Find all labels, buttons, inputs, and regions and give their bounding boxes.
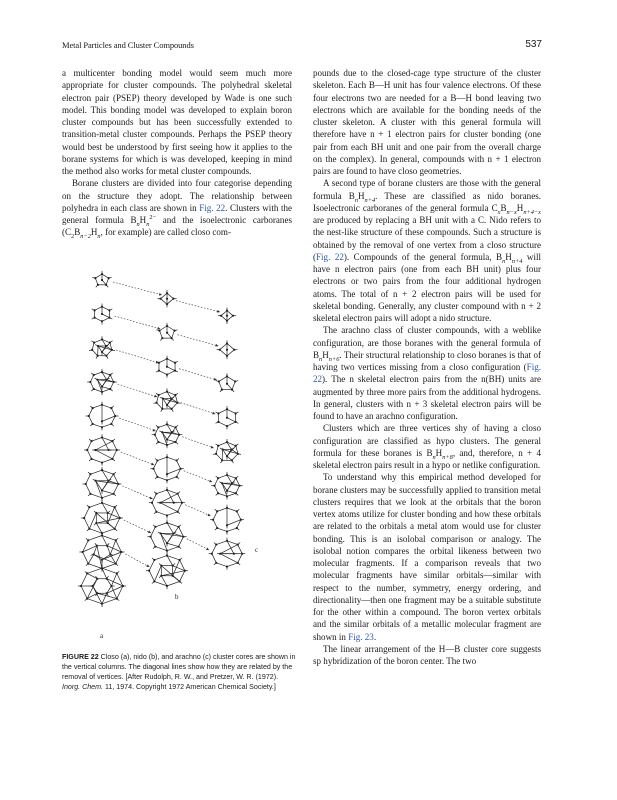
closo-to-nido-arrow (113, 282, 162, 295)
fig-23-link[interactable]: Fig. 23 (348, 631, 374, 642)
arachno-cluster (217, 340, 238, 359)
nido-cluster (149, 487, 185, 519)
nido-cluster (156, 323, 177, 341)
nido-cluster (156, 356, 178, 378)
closo-to-nido-arrow (122, 486, 152, 499)
right-paragraph-3: The arachno class of cluster compounds, with a weblike configuration, are those boranes with the general formula of $B_nH_{n+6}$. Their structural relationship to closo boranes is that of having two vertices missing from a closo configuration (Fig. 22). The n skeletal electron pairs from the n(BH) units are augmented by three more pairs from the additional hydrogens. In general, clusters with n + 3 skeletal electron pairs will be found to have an arachno configuration. (313, 325, 541, 421)
right-paragraph-5: To understand why this empirical method developed for borane clusters may be successfully applied to transition metal clusters requires that we look at the orbitals that the boron vertex atoms utilize for cluster bonding and how these orbitals are related to the orbitals a metal atom would use for cluster bonding. This is an isolobal comparison or analogy. The isolobal notion compares the orbital likeness between two molecular fragments. If a comparison reveals that two molecular fragments have similar orbitals—similar with respect to the number, symmetry, energy ordering, and directionality—then one fragment may be a suitable substitute for the other within a compound. The boron vertex orbitals and the similar orbitals of a metallic molecular fragment are shown in Fig. 23. (313, 472, 541, 642)
right-paragraph-1: pounds due to the closed-cage type structure of the cluster skeleton. Each B—H unit has four valence electrons. Of these four electrons two are needed for a B—H bond leaving two electrons which are available for the bonding needs of the cluster skeleton. A cluster with this general formula will therefore have n + 1 electron pairs for cluster bonding (one pair from each BH unit and one pair from the overall charge on the complex). In general, compounds with n + 1 electron pairs are found to have closo geometries. (313, 68, 541, 176)
closo-to-nido-arrow (121, 452, 155, 465)
page-number: 537 (525, 39, 542, 50)
arachno-cluster (216, 373, 238, 392)
nido-cluster (157, 290, 176, 307)
nido-cluster (150, 454, 184, 483)
closo-cluster (81, 500, 123, 537)
nido-to-arachno-arrow (178, 335, 219, 346)
closo-to-nido-arrow (124, 520, 151, 533)
figure-22 (62, 262, 294, 644)
right-paragraph-6: The linear arrangement of the H—B cluster core suggests sp hybridization of the boron center. The two (313, 643, 541, 666)
arachno-cluster (213, 439, 241, 463)
cluster-diagram (62, 262, 294, 644)
nido-to-arachno-arrow-head (209, 480, 212, 483)
nido-cluster (146, 552, 188, 589)
closo-to-nido-arrow-head (146, 564, 149, 567)
nido-to-arachno-arrow (181, 403, 216, 414)
arachno-cluster (210, 505, 244, 535)
nido-to-arachno-arrow-head (212, 412, 215, 415)
closo-to-nido-arrow-head (148, 531, 151, 534)
nido-to-arachno-arrow-head (217, 310, 220, 313)
closo-cluster (92, 304, 113, 325)
closo-cluster (87, 369, 117, 395)
column-label-b: b (175, 593, 179, 601)
closo-to-nido-arrow-head (157, 327, 160, 330)
nido-to-arachno-arrow (176, 301, 220, 312)
right-paragraph-2: A second type of borane clusters are those with the general formula $B_nH_{n+4}$. These are classified as nido boranes. Isoelectronic carboranes of the general formula $C_xB_{n-x}H_{n+4-x}$ are produced by replacing a BH unit with a C. Nido refers to the nest-like structure of these compounds. Such a structure is obtained by the removal of one vertex from a closo structure (Fig. 22). Compounds of the general formula, $B_nH_{n+4}$ will have n electron pairs (one from each BH unit) plus four electrons or two pairs from the four additional hydrogen atoms. The total of n + 2 electron pairs will be used for skeletal bonding. Generally, any cluster compound with n + 2 skeletal electron pairs will adopt a nido structure. (313, 178, 541, 323)
closo-cluster (92, 271, 111, 287)
left-column (62, 67, 292, 239)
nido-to-arachno-arrow-head (206, 547, 209, 550)
fig-22-link[interactable]: Fig. 22 (316, 251, 344, 262)
arachno-cluster (218, 307, 236, 324)
caption-label: FIGURE 22 (62, 653, 99, 661)
nido-to-arachno-arrow-head (208, 514, 211, 517)
closo-cluster (84, 434, 120, 465)
right-column (313, 67, 541, 667)
nido-cluster (147, 520, 186, 554)
closo-cluster (89, 336, 115, 358)
closo-to-nido-arrow-head (154, 395, 157, 398)
column-label-a: a (100, 632, 104, 640)
arachno-cluster (211, 472, 242, 500)
running-head: Metal Particles and Cluster Compounds (62, 40, 194, 50)
closo-to-nido-arrow (115, 316, 161, 329)
left-paragraph-1: a multicenter bonding model would seem much more appropriate for cluster compounds. The polyhedral skeletal electron pair (PSEP) theory developed by Wade is one such model. This bonding model was developed to explain boron cluster compounds but has been successfully extended to transition-metal cluster compounds. Perhaps the PSEP theory would best be understood by first seeing how it applies to the borane systems for which is was developed, keeping in mind the method also works for metal cluster compounds. (62, 68, 292, 176)
nido-cluster (152, 421, 183, 448)
closo-to-nido-arrow (125, 554, 149, 567)
arachno-cluster (216, 406, 239, 429)
closo-to-nido-arrow-head (153, 429, 156, 432)
nido-to-arachno-arrow (182, 437, 214, 448)
figure-caption: FIGURE 22 Closo (a), nido (b), and arachno (c) cluster cores are shown in the vertical columns. The diagonal lines show how they are related by the removal of vertices. [After Rudolph, R. W., and Pretzer, W. R. (1972). Inorg. Chem. 11, 1974. Copyright 1972 American Chemical Society.] (62, 653, 296, 691)
closo-cluster (86, 402, 119, 431)
closo-to-nido-arrow (118, 384, 158, 397)
closo-to-nido-arrow (116, 350, 159, 363)
right-paragraph-4: Clusters which are three vertices shy of having a closo configuration are classified as hypo clusters. The general formula for these boranes is $B_nH_{n+8}$, and, therefore, n + 4 skeletal electron pairs result in a hypo or netlike configuration. (313, 423, 541, 470)
nido-to-arachno-arrow (185, 505, 210, 516)
nido-to-arachno-arrow (184, 471, 213, 482)
nido-to-arachno-arrow (187, 539, 209, 550)
nido-to-arachno-arrow (179, 369, 217, 380)
fig-22-link[interactable]: Fig. 22 (313, 362, 541, 385)
left-paragraph-2: Borane clusters are divided into four categorise depending on the structure they adopt. The relationship between polyhedra in each class are shown in Fig. 22. Clusters with the general formula $B_nH_n^{2-}$ and the isoelectronic carboranes ($C_2B_{n-2}H_n$, for example) are called closo com- (62, 178, 292, 241)
closo-cluster (83, 467, 122, 501)
nido-to-arachno-arrow-head (211, 446, 214, 449)
page-header (62, 40, 542, 54)
arachno-cluster (209, 538, 246, 570)
nido-cluster (153, 388, 180, 411)
column-label-c: c (255, 546, 259, 554)
closo-to-nido-arrow-head (159, 293, 162, 296)
fig-22-link[interactable]: Fig. 22 (199, 202, 226, 213)
closo-to-nido-arrow (119, 418, 156, 431)
journal-name: Inorg. Chem. (62, 682, 104, 691)
